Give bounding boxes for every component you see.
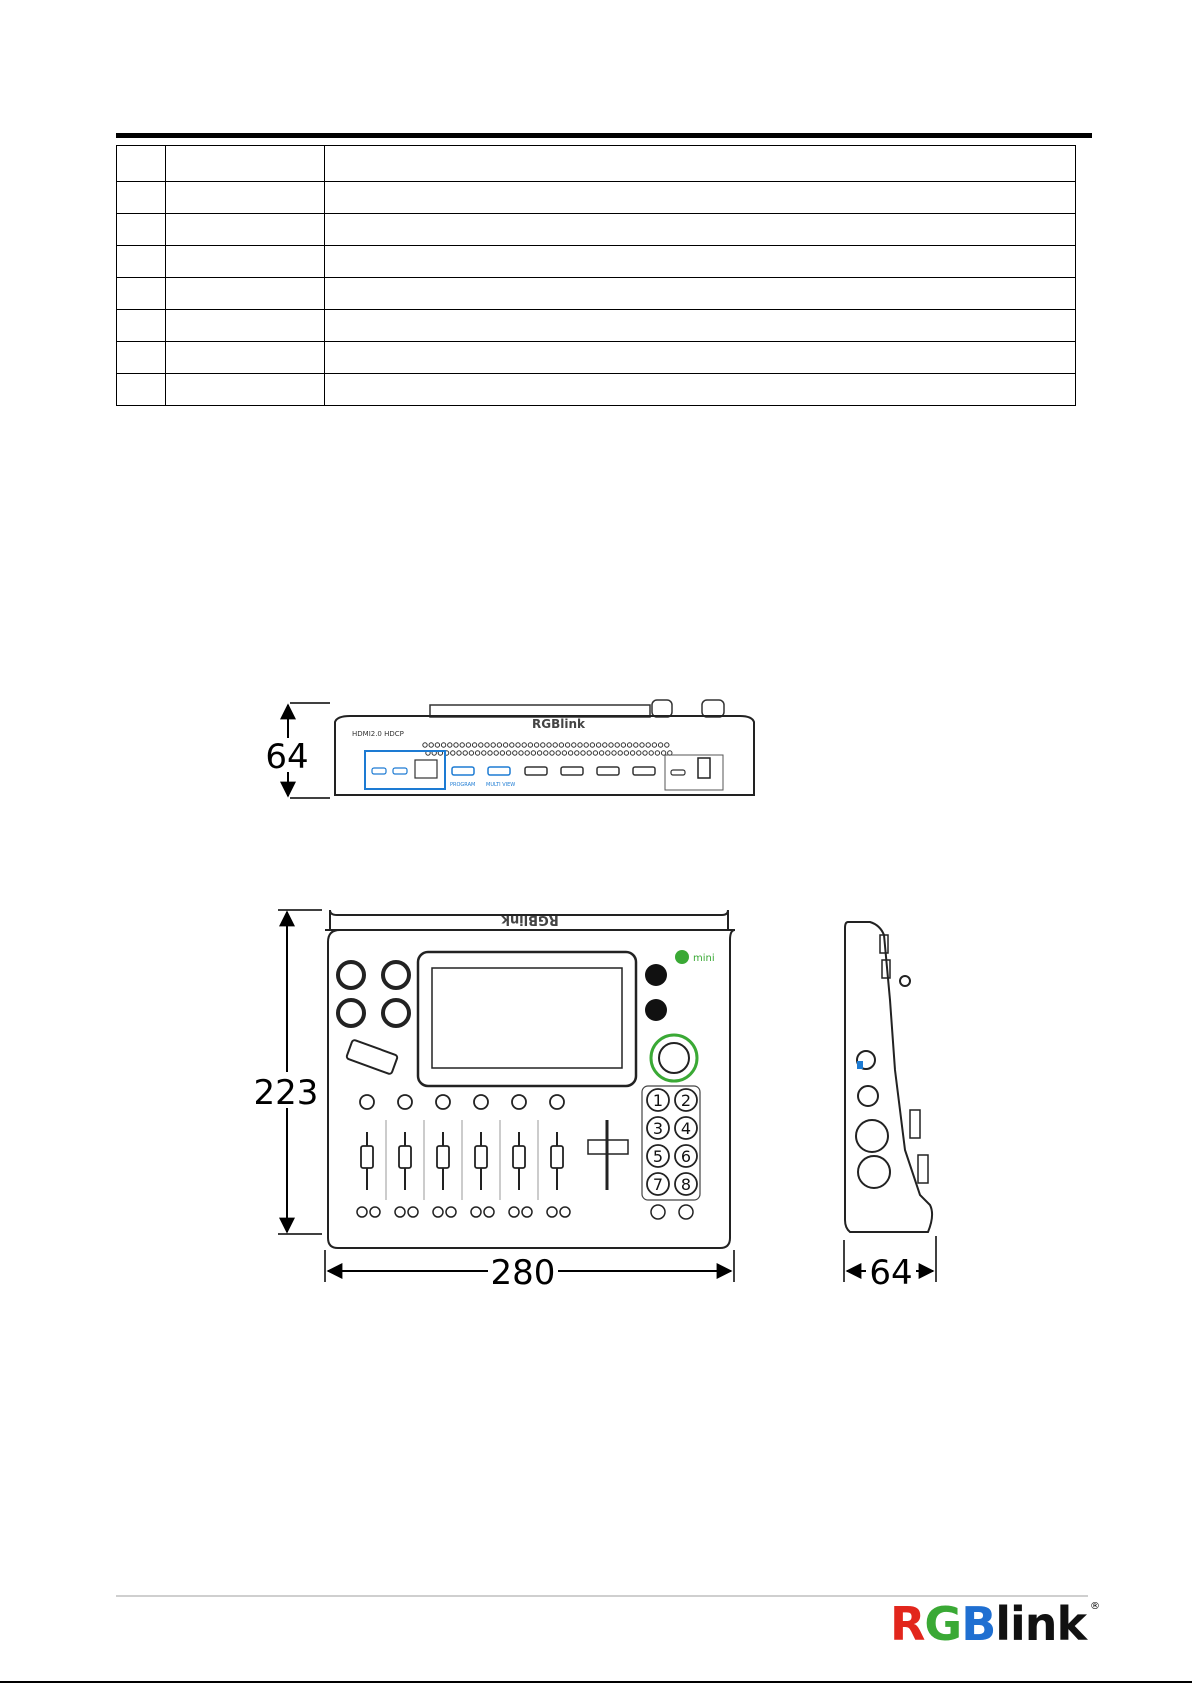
vent-hole xyxy=(503,743,507,747)
channel-button xyxy=(436,1095,450,1109)
channel-mini-button xyxy=(446,1207,456,1217)
vent-hole xyxy=(531,751,535,755)
page-bottom-rule xyxy=(0,1681,1192,1683)
vent-hole xyxy=(587,751,591,755)
vent-hole xyxy=(441,743,445,747)
vent-hole xyxy=(525,751,529,755)
stream-button-icon xyxy=(645,964,667,986)
keypad-frame xyxy=(642,1086,700,1200)
vent-hole xyxy=(621,743,625,747)
ethernet-port-icon xyxy=(415,760,437,778)
vent-hole xyxy=(590,743,594,747)
channel-button xyxy=(474,1095,488,1109)
vent-hole xyxy=(448,743,452,747)
front-height-label: 64 xyxy=(265,737,309,777)
channel-mini-button xyxy=(408,1207,418,1217)
vent-hole xyxy=(488,751,492,755)
number-keypad xyxy=(642,1086,700,1200)
fader-knob xyxy=(475,1146,487,1168)
vent-hole xyxy=(624,751,628,755)
keypad-key-label: 6 xyxy=(680,1147,692,1166)
vent-hole xyxy=(609,743,613,747)
logo-letter-b: B xyxy=(961,1597,996,1651)
vent-hole xyxy=(451,751,455,755)
vent-hole xyxy=(475,751,479,755)
vent-hole xyxy=(562,751,566,755)
channel-mini-button xyxy=(395,1207,405,1217)
vent-hole xyxy=(553,743,557,747)
vent-hole xyxy=(472,743,476,747)
home-button-icon xyxy=(645,999,667,1021)
vent-hole xyxy=(568,751,572,755)
vent-hole xyxy=(606,751,610,755)
keypad-key-label: 1 xyxy=(652,1091,664,1110)
vent-hole xyxy=(665,743,669,747)
channel-mini-button xyxy=(484,1207,494,1217)
logo-letter-g: G xyxy=(924,1597,962,1651)
vent-hole xyxy=(615,743,619,747)
vent-hole xyxy=(537,751,541,755)
vent-hole xyxy=(640,743,644,747)
channel-mini-button xyxy=(370,1207,380,1217)
side-width-label: 64 xyxy=(869,1253,913,1293)
vent-hole xyxy=(618,751,622,755)
fader-knob xyxy=(361,1146,373,1168)
top-height-label: 223 xyxy=(253,1073,319,1113)
vent-grille xyxy=(423,743,672,755)
vent-hole xyxy=(649,751,653,755)
fader-channels xyxy=(357,1095,570,1217)
logo-word-link: link xyxy=(995,1597,1087,1651)
fader-knob xyxy=(399,1146,411,1168)
vent-hole xyxy=(572,743,576,747)
vent-hole xyxy=(482,751,486,755)
power-switch-icon xyxy=(698,758,710,778)
vent-hole xyxy=(658,743,662,747)
channel-button xyxy=(398,1095,412,1109)
keypad-key-label: 4 xyxy=(680,1119,692,1138)
channel-button xyxy=(512,1095,526,1109)
vent-hole xyxy=(516,743,520,747)
vent-hole xyxy=(491,743,495,747)
vent-hole xyxy=(634,743,638,747)
rgblink-logo xyxy=(890,1597,1100,1651)
vent-hole xyxy=(519,751,523,755)
vent-hole xyxy=(575,751,579,755)
top-view-device xyxy=(325,910,735,1248)
channel-mini-button xyxy=(522,1207,532,1217)
keypad-key-label: 8 xyxy=(680,1175,692,1194)
rear-brand-label: RGBlink xyxy=(532,717,585,731)
vent-hole xyxy=(513,751,517,755)
vent-hole xyxy=(528,743,532,747)
vent-hole xyxy=(466,743,470,747)
vent-hole xyxy=(522,743,526,747)
vent-hole xyxy=(550,751,554,755)
model-label: mini xyxy=(693,953,715,964)
vent-hole xyxy=(612,751,616,755)
fader-knob xyxy=(513,1146,525,1168)
vent-hole xyxy=(460,743,464,747)
vent-hole xyxy=(655,751,659,755)
keypad-key-label: 2 xyxy=(680,1091,692,1110)
keypad-key-label: 5 xyxy=(652,1147,664,1166)
jog-dial xyxy=(651,1035,697,1081)
hdmi-multiview-port xyxy=(488,767,510,775)
vent-hole xyxy=(593,751,597,755)
rear-header-label: HDMI2.0 HDCP xyxy=(352,730,404,738)
vent-hole xyxy=(584,743,588,747)
vent-hole xyxy=(454,743,458,747)
channel-mini-button xyxy=(357,1207,367,1217)
vent-hole xyxy=(599,751,603,755)
vent-hole xyxy=(500,751,504,755)
vent-hole xyxy=(578,743,582,747)
vent-hole xyxy=(652,743,656,747)
vent-hole xyxy=(541,743,545,747)
channel-button xyxy=(550,1095,564,1109)
top-brand-label: RGBlink xyxy=(501,912,559,927)
channel-mini-button xyxy=(560,1207,570,1217)
channel-mini-button xyxy=(509,1207,519,1217)
vent-hole xyxy=(469,751,473,755)
fader-knob xyxy=(551,1146,563,1168)
vent-hole xyxy=(559,743,563,747)
vent-hole xyxy=(547,743,551,747)
fader-knob xyxy=(437,1146,449,1168)
channel-mini-button xyxy=(547,1207,557,1217)
side-view-device xyxy=(845,922,932,1232)
vent-hole xyxy=(463,751,467,755)
vent-hole xyxy=(646,743,650,747)
channel-mini-button xyxy=(433,1207,443,1217)
vent-hole xyxy=(627,743,631,747)
registered-mark: ® xyxy=(1090,1601,1100,1612)
vent-hole xyxy=(565,743,569,747)
keypad-key-label: 7 xyxy=(652,1175,664,1194)
vent-hole xyxy=(497,743,501,747)
vent-hole xyxy=(510,743,514,747)
vent-hole xyxy=(494,751,498,755)
vent-hole xyxy=(534,743,538,747)
vent-hole xyxy=(429,743,433,747)
top-width-label: 280 xyxy=(490,1253,556,1293)
vent-hole xyxy=(643,751,647,755)
keypad-key-label: 3 xyxy=(652,1119,664,1138)
vent-hole xyxy=(435,743,439,747)
channel-button xyxy=(360,1095,374,1109)
rear-view-device xyxy=(335,700,754,795)
vent-hole xyxy=(581,751,585,755)
channel-mini-button xyxy=(471,1207,481,1217)
vent-hole xyxy=(457,751,461,755)
vent-hole xyxy=(423,743,427,747)
hdmi-program-port xyxy=(452,767,474,775)
usb-port-group xyxy=(365,751,445,789)
program-label: PROGRAM xyxy=(450,782,476,788)
t-bar-lever xyxy=(346,1039,398,1074)
vent-hole xyxy=(544,751,548,755)
vent-hole xyxy=(637,751,641,755)
vent-hole xyxy=(596,743,600,747)
vent-hole xyxy=(506,751,510,755)
vent-hole xyxy=(479,743,483,747)
lcd-screen xyxy=(418,952,636,1086)
vent-hole xyxy=(630,751,634,755)
multiview-label: MULTI VIEW xyxy=(486,782,516,788)
vent-hole xyxy=(556,751,560,755)
vent-hole xyxy=(485,743,489,747)
vent-hole xyxy=(603,743,607,747)
logo-letter-r: R xyxy=(890,1597,925,1651)
